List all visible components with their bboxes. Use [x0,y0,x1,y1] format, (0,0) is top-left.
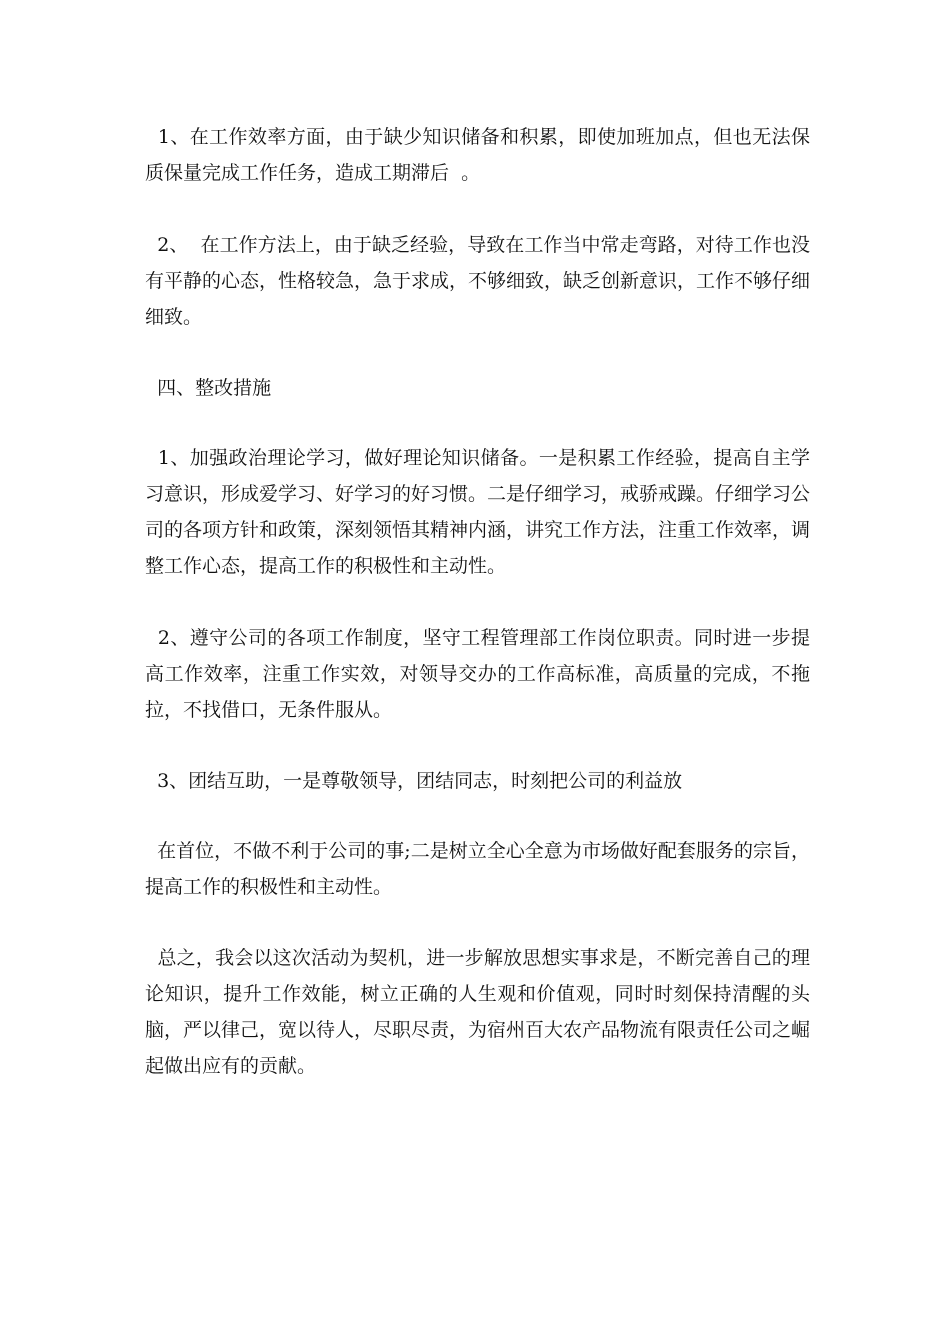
paragraph-work-method: 2、 在工作方法上，由于缺乏经验，导致在工作当中常走弯路，对待工作也没有平静的心态，性格较急，急于求成，不够细致，缺乏创新意识，工作不够仔细细致。 [145,234,811,328]
paragraph-unity-continued: 在首位，不做不利于公司的事;二是树立全心全意为市场做好配套服务的宗旨，提高工作的积极性和主动性。 [145,840,810,898]
paragraph-unity: 3、团结互助，一是尊敬领导，团结同志，时刻把公司的利益放 [145,770,683,792]
paragraph-conclusion: 总之，我会以这次活动为契机，进一步解放思想实事求是，不断完善自己的理论知识，提升工作效能，树立正确的人生观和价值观，同时时刻保持清醒的头脑，严以律己，宽以待人，尽职尽责，为宿州百大农产品物流有限责任公司之崛起做出应有的贡献。 [145,947,811,1077]
section-heading-rectification: 四、整改措施 [145,377,272,399]
paragraph-study: 1、加强政治理论学习，做好理论知识储备。一是积累工作经验，提高自主学习意识，形成爱学习、好学习的好习惯。二是仔细学习，戒骄戒躁。仔细学习公司的各项方针和政策，深刻领悟其精神内涵，讲究工作方法，注重工作效率，调整工作心态，提高工作的积极性和主动性。 [145,447,811,577]
paragraph-rules: 2、遵守公司的各项工作制度，坚守工程管理部工作岗位职责。同时进一步提高工作效率，注重工作实效，对领导交办的工作高标准，高质量的完成，不拖拉，不找借口，无条件服从。 [145,627,810,721]
paragraph-efficiency: 1、在工作效率方面，由于缺少知识储备和积累，即使加班加点，但也无法保质保量完成工作任务，造成工期滞后 。 [145,126,810,184]
